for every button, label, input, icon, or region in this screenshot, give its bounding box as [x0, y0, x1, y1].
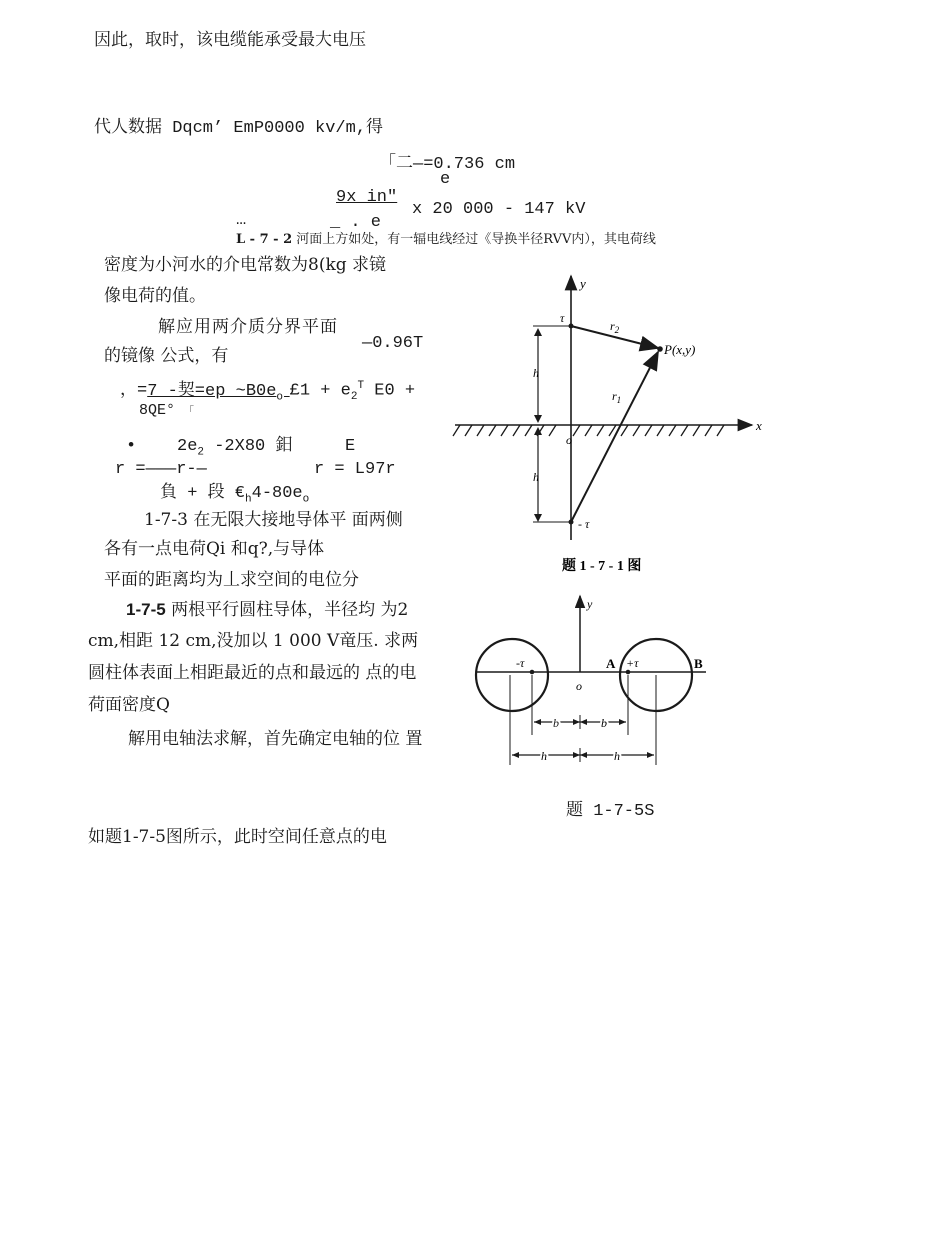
formula-result-kv: x 20 000 - 147 kV — [412, 200, 586, 219]
formula-5a: 負 + 段 € — [160, 484, 246, 503]
origin-label: o — [566, 433, 572, 447]
formula-line-4b: r = L97r — [314, 460, 396, 479]
formula-dots: … — [236, 211, 247, 230]
formula-numerator: 9x in″ — [336, 188, 398, 207]
formula-1b-main: 7 -契=ep ~B0e — [147, 381, 277, 401]
formula-line-2 — [139, 402, 194, 419]
neg-tau-label: -τ — [516, 656, 525, 670]
y-axis-label: y — [580, 276, 586, 291]
formula-3d: -2X80 鈤 — [204, 437, 293, 456]
problem-1-7-2-line — [236, 233, 656, 248]
h-right-label: h — [614, 749, 620, 763]
problem-1-7-2-code: L - 7 - 2 — [236, 232, 293, 247]
problem-1-7-5-code: 1-7-5 — [126, 600, 166, 619]
problem-1-7-5-line-3: 圆柱体表面上相距最近的点和最远的 点的电 — [88, 663, 417, 683]
ground-hatching — [453, 425, 724, 436]
point-a-label: A — [606, 656, 616, 671]
text-line-7: 像电荷的值。 — [104, 286, 206, 306]
formula-line-4a: r =———r-— — [115, 460, 207, 479]
formula-3-bullet: • — [126, 437, 137, 456]
figure-1-7-5-caption: 题 1-7-5S — [566, 802, 655, 821]
problem-1-7-3-line-2: 各有一点电荷Qi 和q?,与导体 — [104, 539, 325, 559]
formula-denominator: _ . e — [330, 213, 382, 232]
formula-line-3 — [126, 437, 292, 459]
problem-1-7-5-line-2: cm,相距 12 cm,没加以 1 000 V竜压. 求两 — [88, 631, 419, 651]
formula-3b: 2e — [177, 437, 198, 456]
formula-3c: 2 — [197, 446, 205, 459]
formula-1f: T — [357, 380, 365, 392]
text-line-2: 代人数据 Dqcm’ EmP0000 kv/m,得 — [94, 119, 384, 138]
formula-1b-sub: o — [276, 391, 290, 404]
b-left-label: b — [553, 716, 559, 730]
line-charge-pos — [626, 670, 631, 675]
problem-1-7-3-line-3: 平面的距离均为丄求空间的电位分 — [104, 570, 359, 590]
h-left-label: h — [541, 749, 547, 763]
formula-ratio: —0.96T — [362, 334, 424, 353]
problem-1-7-3-line-1: 1-7-3 在无限大接地导体平 面两侧 — [144, 510, 403, 530]
figure-1-7-5 — [468, 590, 718, 830]
x-axis-label: x — [756, 418, 762, 433]
line-charge-neg — [530, 670, 535, 675]
point-b-label: B — [694, 656, 703, 671]
pos-tau-label: +τ — [626, 656, 639, 670]
y-axis-label: y — [587, 597, 593, 611]
h-bottom-label: h — [533, 470, 539, 484]
problem-1-7-2-text: 河面上方如处，有一辐电线经过《导换半径RVV内），其电荷线 — [296, 232, 656, 247]
point-p — [657, 346, 663, 352]
text-line-9: 的镜像 公式，有 — [104, 346, 229, 366]
point-p-label: P(x,y) — [664, 342, 696, 357]
formula-5c: 4-80e — [251, 484, 303, 503]
text-line-6: 密度为小河水的介电常数为8(kg 求镜 — [104, 255, 387, 275]
formula-result-cm: 「二—=0.736 cm — [379, 155, 516, 174]
figure-1-7-1-caption: 题 1 - 7 - 1 图 — [562, 559, 642, 574]
formula-1a: ，= — [120, 381, 148, 401]
formula-1g: E0 + — [364, 381, 416, 401]
r2-label: $r_2$ — [610, 319, 620, 335]
formula-1d: £1 + e — [289, 381, 351, 401]
problem-1-7-5-line-1 — [126, 600, 408, 621]
cylinder-left — [476, 639, 548, 711]
charge-tau-label: τ — [560, 311, 565, 325]
text-line-1: 因此，取时，该电缆能承受最大电压 — [94, 30, 366, 50]
formula-1b — [147, 381, 290, 404]
h-top-label: h — [533, 366, 539, 380]
formula-5d: o — [302, 493, 310, 506]
formula-1e: 2 — [350, 391, 358, 404]
formula-2b: 「 — [184, 407, 195, 418]
figure-1-7-1 — [440, 270, 780, 580]
origin-label: o — [576, 679, 582, 693]
problem-1-7-5-text-1: 两根平行圆柱导体，半径均 为2 — [171, 600, 409, 620]
text-line-8: 解应用两介质分界平面 — [158, 317, 338, 337]
formula-line-1 — [120, 380, 415, 404]
charge-neg-tau-label: - τ — [578, 517, 590, 531]
last-line: 如题1-7-5图所示，此时空间任意点的电 — [88, 827, 387, 847]
problem-1-7-5-line-4: 荷面密度Q — [88, 695, 170, 715]
problem-1-7-5-line-5: 解用电轴法求解，首先确定电轴的位 置 — [128, 729, 423, 749]
formula-2a: 8QE° — [139, 402, 176, 419]
b-right-label: b — [601, 716, 607, 730]
formula-3-e: E — [345, 437, 356, 456]
formula-line-5 — [160, 484, 309, 506]
formula-5b: h — [245, 493, 252, 506]
r1-label: $r_1$ — [612, 389, 622, 405]
r1-vector — [571, 352, 658, 522]
formula-sub-e: e — [440, 170, 451, 189]
